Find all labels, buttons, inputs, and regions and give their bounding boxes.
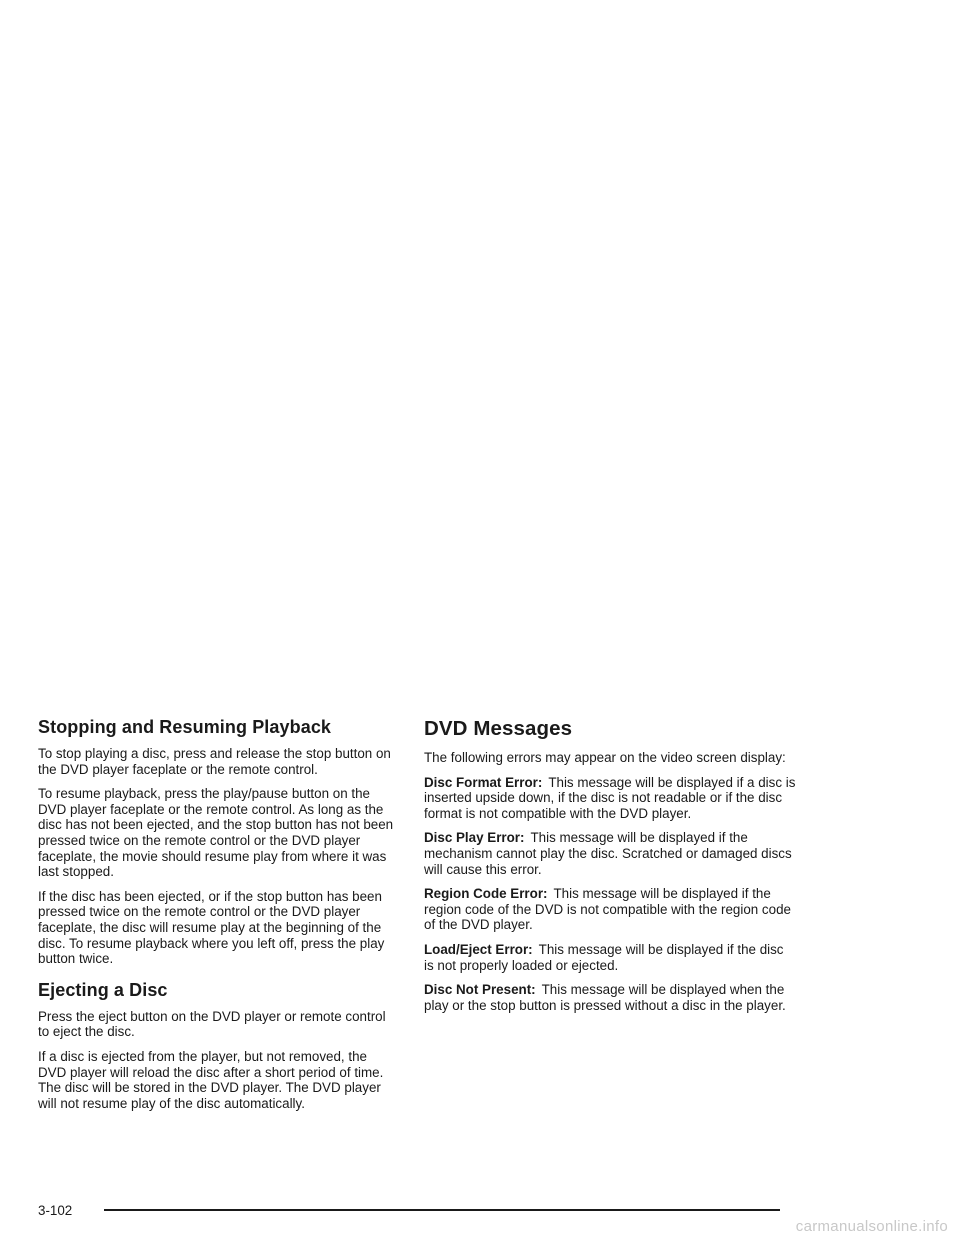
message-item [424,886,796,933]
ejecting-paragraph-2: If a disc is ejected from the player, but not removed, the DVD player will reload the disc after a short period of time. The disc will be stored in the DVD player. The DVD player will not resume play of the disc automatically. [38,1048,384,1111]
dvd-messages-heading: DVD Messages [424,717,573,740]
message-text: This message will be displayed if the region code of the DVD is not compatible with the region code of the DVD player. [424,886,791,933]
message-item [424,982,796,1013]
page-number: 3-102 [38,1203,73,1218]
message-term: Region Code Error: [424,886,548,902]
ejecting-heading: Ejecting a Disc [38,979,168,1000]
right-column [424,716,796,1022]
stopping-paragraph-2: To resume playback, press the play/pause button on the DVD player faceplate or the remote control. As long as the disc has not been ejected, and the stop button has not been pressed twice on the remote control or the DVD player faceplate, the movie should resume play from where it was last stopped. [38,786,394,880]
message-text: This message will be displayed if the mechanism cannot play the disc. Scratched or damaged discs will cause this error. [424,830,792,877]
stopping-paragraph-1: To stop playing a disc, press and release the stop button on the DVD player faceplate or the remote control. [38,746,391,777]
message-text: This message will be displayed if a disc is inserted upside down, if the disc is not readable or if the disc format is not compatible with the DVD player. [424,774,796,821]
left-column [38,716,398,1120]
message-text: This message will be displayed when the play or the stop button is pressed without a disc in the player. [424,982,786,1013]
message-text: This message will be displayed if the disc is not properly loaded or ejected. [424,941,784,973]
dvd-messages-intro: The following errors may appear on the video screen display: [424,750,786,765]
stopping-paragraph-3: If the disc has been ejected, or if the stop button has been pressed twice on the remote control or the DVD player faceplate, the disc will resume play at the beginning of the disc. To resume playback where you left off, press the play button twice. [38,888,385,967]
message-item [424,942,796,973]
watermark: carmanualsonline.info [795,1218,948,1235]
message-term: Load/Eject Error: [424,941,533,957]
footer-divider [104,1209,780,1211]
message-term: Disc Not Present: [424,982,536,998]
message-item [424,775,796,822]
ejecting-paragraph-1: Press the eject button on the DVD player or remote control to eject the disc. [38,1008,386,1040]
message-term: Disc Play Error: [424,830,525,846]
message-term: Disc Format Error: [424,774,543,790]
message-item [424,830,796,877]
stopping-heading: Stopping and Resuming Playback [38,717,332,737]
